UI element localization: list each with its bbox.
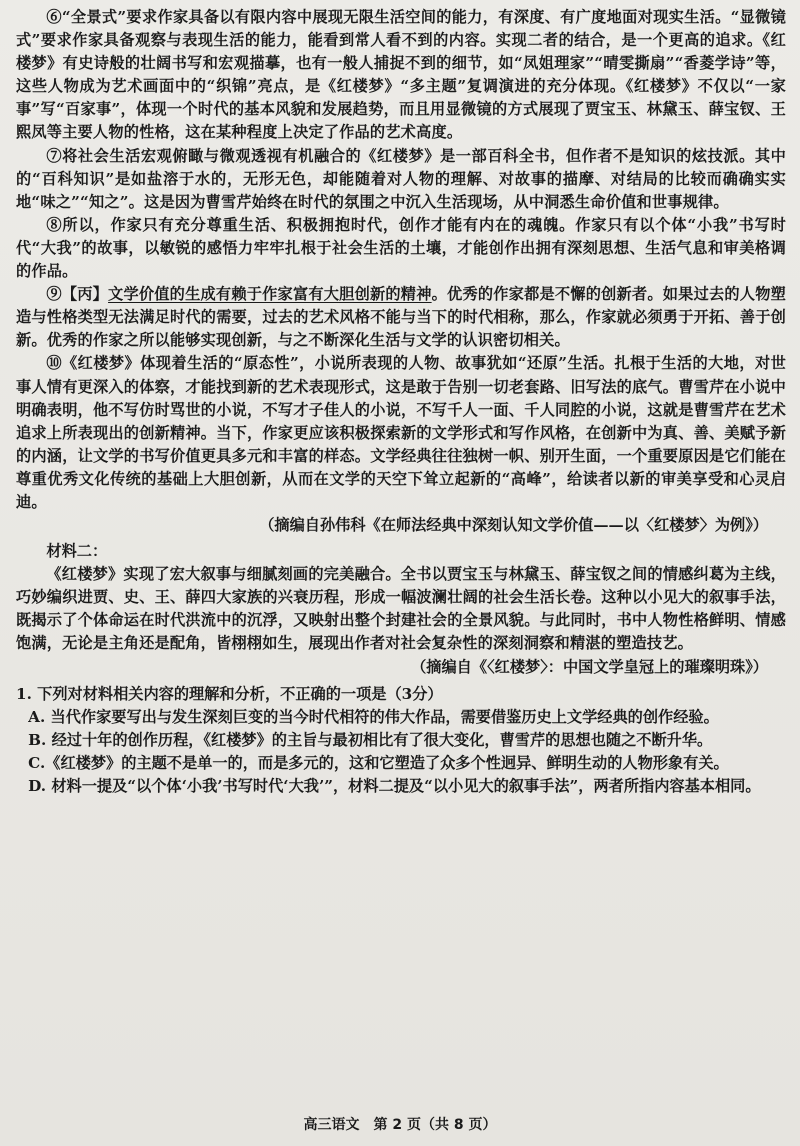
option-b: B. 经过十年的创作历程，《红楼梦》的主旨与最初相比有了很大变化，曹雪芹的思想也随之不断升华。: [28, 730, 713, 749]
paragraph-7: ⑦将社会生活宏观俯瞰与微观透视有机融合的《红楼梦》是一部百科全书，但作者不是知识的炫技派。其中的“百科知识”是如盐溶于水的，无形无色，却能随着对人物的理解、对故事的描摩、对结局的比较而确确实实地“味之”“知之”。这是因为曹雪芹始终在时代的氛围之中沉入生活现场，从中洞悉生命价值和世事规律。: [16, 146, 786, 211]
paragraph-9-rest: 。优秀的作家都是不懈的创新者。如果过去的人物塑造与性格类型无法满足时代的需要，过去的艺术风格不能与当下的时代相称，那么，作家就必须勇于开拓、善于创新。优秀的作家之所以能够实现创新，与之不断深化生活与文学的认识密切相关。: [16, 285, 786, 350]
page-footer: 高三语文 第 2 页（共 8 页）: [303, 1117, 497, 1133]
paragraph-9: [16, 283, 786, 352]
material-2-text: 《红楼梦》实现了宏大叙事与细腻刻画的完美融合。全书以贾宝玉与林黛玉、薛宝钗之间的情感纠葛为主线，巧妙编织进贾、史、王、薛四大家族的兴衰历程，形成一幅波澜壮阔的社会生活长卷。这种以小见大的叙事手法，既揭示了个体命运在时代洪流中的沉浮，又映射出整个封建社会的全景风貌。与此同时，书中人物性格鲜明、情感饱满，无论是主角还是配角，皆栩栩如生，展现出作者对社会复杂性的深刻洞察和精湛的塑造技艺。: [16, 565, 786, 653]
paragraph-9-number: ⑨: [46, 285, 62, 304]
material-2-heading: 材料二：: [46, 542, 108, 561]
paragraph-10: ⑩《红楼梦》体现着生活的“原态性”，小说所表现的人物、故事犹如“还原”生活。扎根于生活的大地，对世事人情有更深入的体察，才能找到新的艺术表现形式，这是敢于告别一切老套路、旧写法的底气。曹雪芹在小说中明确表明，他不写仿时骂世的小说，不写才子佳人的小说，不写千人一面、千人同腔的小说，这就是曹雪芹在艺术追求上所表现出的创新精神。当下，作家更应该积极探索新的文学形式和写作风格，在创新中为真、善、美赋予新的内涵，让文学的书写价值更具多元和丰富的样态。文学经典往往独树一帜、别开生面，一个重要原因是它们能在尊重优秀文化传统的基础上大胆创新，从而在文学的天空下耸立起新的“高峰”，给读者以新的审美享受和心灵启迪。: [16, 354, 786, 511]
source-citation-2: （摘编自《〈红楼梦〉：中国文学皇冠上的璀璨明珠》）: [411, 657, 768, 676]
option-a: A. 当代作家要写出与发生深刻巨变的当今时代相符的伟大作品，需要借鉴历史上文学经典的创作经验。: [28, 707, 719, 726]
source-citation-1: （摘编自孙伟科《在师法经典中深刻认知文学价值——以〈红楼梦〉为例》）: [259, 516, 768, 535]
paragraph-8: ⑧所以，作家只有充分尊重生活、积极拥抱时代，创作才能有内在的魂魄。作家只有以个体“小我”书写时代“大我”的故事，以敏锐的感悟力牢牢扎根于社会生活的土壤，才能创作出拥有深刻思想、生活气息和审美格调的作品。: [16, 215, 786, 281]
question-1-stem: 1. 下列对材料相关内容的理解和分析，不正确的一项是（3分）: [16, 684, 443, 703]
underlined-sentence: 文学价值的生成有赖于作家富有大胆创新的精神: [108, 285, 432, 304]
blank-marker-bing: 【丙】: [61, 285, 109, 304]
paragraph-6: ⑥“全景式”要求作家具备以有限内容中展现无限生活空间的能力，有深度、有广度地面对现实生活。“显微镜式”要求作家具备观察与表现生活的能力，能看到常人看不到的内容。实现二者的结合，是一个更高的追求。《红楼梦》有史诗般的壮阔书写和宏观描摹，也有一般人捕捉不到的细节，如“凤姐理家”“晴雯撕扇”“香菱学诗”等，这些人物成为艺术画面中的“织锦”亮点，是《红楼梦》“多主题”复调演进的充分体现。《红楼梦》不仅以“一家事”写“百家事”，体现一个时代的基本风貌和发展趋势，而且用显微镜的方式展现了贾宝玉、林黛玉、薛宝钗、王熙凤等主要人物的性格，这在某种程度上决定了作品的艺术高度。: [16, 8, 786, 142]
option-c: C.《红楼梦》的主题不是单一的，而是多元的，这和它塑造了众多个性迥异、鲜明生动的人物形象有关。: [28, 753, 729, 772]
option-d: D. 材料一提及“以个体‘小我’书写时代‘大我’”，材料二提及“以小见大的叙事手法”，两者所指内容基本相同。: [28, 777, 761, 795]
